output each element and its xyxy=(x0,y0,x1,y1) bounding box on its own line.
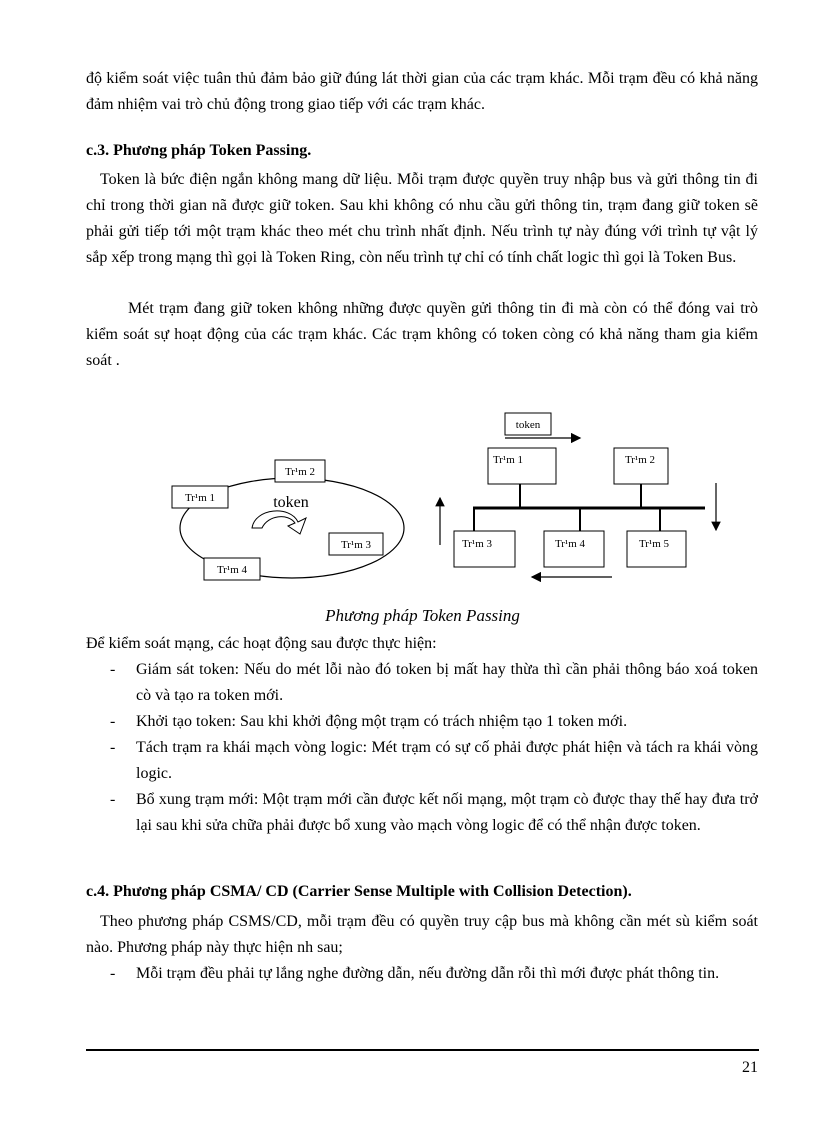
ring-station-3-label: Tr¹m 3 xyxy=(340,539,372,551)
token-ring-diagram xyxy=(172,460,404,580)
bullet-dash: - xyxy=(110,713,116,730)
monitoring-item-text: Giám sát token: Nếu do mét lỗi nào đó token bị mất hay thừa thì cần phải thông báo xoá token cò và tạo ra token mới. xyxy=(136,661,758,704)
bus-station-5-label: Tr¹m 5 xyxy=(638,538,670,550)
ring-station-3 xyxy=(329,533,383,555)
bus-token-label: token xyxy=(515,419,541,431)
page-number: 21 xyxy=(742,1059,758,1076)
ring-station-2-label: Tr¹m 2 xyxy=(284,466,316,478)
monitoring-lead: Để kiểm soát mạng, các hoạt động sau được thực hiện: xyxy=(86,635,437,652)
monitoring-item-text: Khởi tạo token: Sau khi khởi động một trạm có trách nhiệm tạo 1 token mới. xyxy=(136,713,628,730)
ring-station-2 xyxy=(275,460,325,482)
csma-item xyxy=(110,961,758,987)
bus-station-4 xyxy=(544,531,604,567)
bus-station-2 xyxy=(614,448,668,484)
bus-station-3-label: Tr¹m 3 xyxy=(461,538,493,550)
ring-station-1 xyxy=(172,486,228,508)
section-c3-paragraph-1: Token là bức điện ngắn không mang dữ liệu. Mỗi trạm được quyền truy nhập bus và gửi thông tin đi chỉ trong thời gian nã được giữ token. Sau khi không có nhu cầu gửi thông tin, trạm đang giữ token sẽ phải gửi tiếp tới một trạm khác theo mét chu trình nhất định. Nếu trình tự này đúng với trình tự vật lý sắp xếp trong mạng thì gọi là Token Ring, còn nếu trình tự chỉ có tính chất logic thì gọi là Token Bus. xyxy=(86,171,758,266)
figure-caption: Phương pháp Token Passing xyxy=(325,606,520,625)
monitoring-item-text: Tách trạm ra khái mạch vòng logic: Mét trạm có sự cố phải được phát hiện và tách ra khái vòng logic. xyxy=(136,739,758,782)
bus-token-box xyxy=(505,413,551,435)
section-c3-heading: c.3. Phương pháp Token Passing. xyxy=(86,142,312,159)
intro-paragraph: độ kiểm soát việc tuân thủ đảm bảo giữ đúng lát thời gian của các trạm khác. Mỗi trạm đều có khả năng đảm nhiệm vai trò chủ động trong giao tiếp với các trạm khác. xyxy=(86,70,758,113)
monitoring-item-text: Bổ xung trạm mới: Một trạm mới cần được kết nối mạng, một trạm cò được thay thế hay đưa trở lại sau khi sửa chữa phải được bổ xung vào mạch vòng logic để có thể nhận được token. xyxy=(136,791,758,834)
ring-station-4 xyxy=(204,558,260,580)
ring-station-4-label: Tr¹m 4 xyxy=(216,564,248,576)
bullet-dash: - xyxy=(110,791,116,808)
bus-station-2-label: Tr¹m 2 xyxy=(624,454,656,466)
section-c4-heading: c.4. Phương pháp CSMA/ CD (Carrier Sense Multiple with Collision Detection). xyxy=(86,883,632,900)
monitoring-item xyxy=(110,787,758,839)
csma-item-text: Mỗi trạm đều phải tự lắng nghe đường dẫn, nếu đường dẫn rỗi thì mới được phát thông tin. xyxy=(136,965,720,982)
bus-station-4-label: Tr¹m 4 xyxy=(554,538,586,550)
token-bus-diagram xyxy=(440,413,716,577)
bus-station-1 xyxy=(488,448,556,484)
section-c4-paragraph-1: Theo phương pháp CSMS/CD, mỗi trạm đều có quyền truy cập bus mà không cần mét sù kiểm soát nào. Phương pháp này thực hiện nh sau; xyxy=(86,913,758,956)
footer-divider xyxy=(86,1049,759,1051)
monitoring-item xyxy=(110,657,758,709)
bullet-dash: - xyxy=(110,661,116,678)
monitoring-item xyxy=(110,709,758,735)
ring-station-1-label: Tr¹m 1 xyxy=(184,492,216,504)
token-passing-figure xyxy=(0,395,816,605)
bullet-dash: - xyxy=(110,739,116,756)
ring-rotation-arrow-icon xyxy=(252,511,306,534)
monitoring-item xyxy=(110,735,758,787)
section-c3-paragraph-2: Mét trạm đang giữ token không những được quyền gửi thông tin đi mà còn có thể đóng vai trò kiểm soát sự hoạt động của các trạm khác. Các trạm không có token còng có khả năng tham gia kiểm soát . xyxy=(86,300,758,369)
bus-station-5 xyxy=(627,531,686,567)
bus-station-1-label: Tr¹m 1 xyxy=(492,454,524,466)
bus-station-3 xyxy=(454,531,515,567)
bullet-dash: - xyxy=(110,965,116,982)
ring-token-label: token xyxy=(273,494,309,511)
